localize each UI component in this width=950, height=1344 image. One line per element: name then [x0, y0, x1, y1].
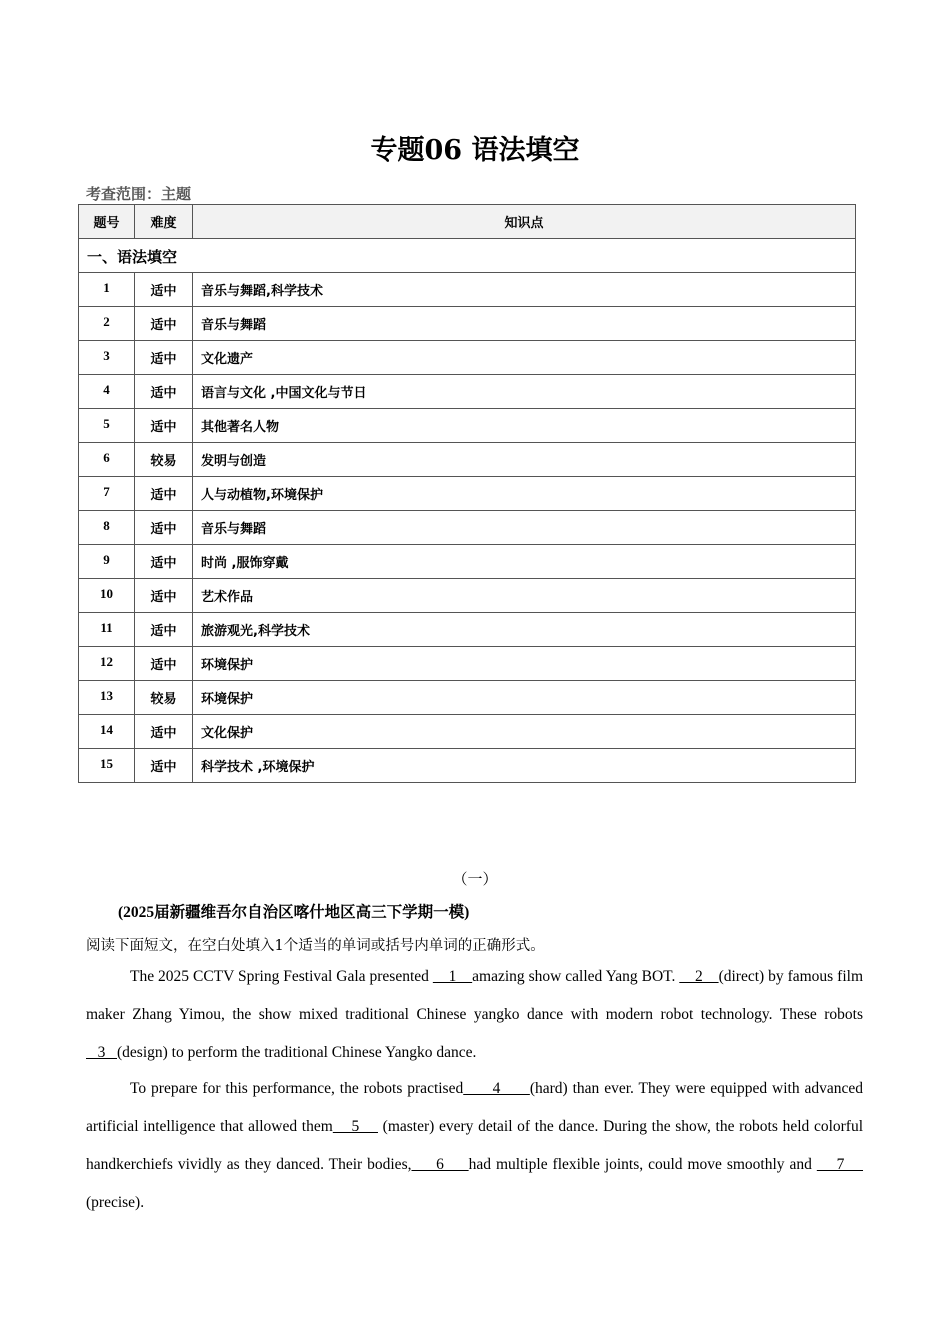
- row-number: 15: [79, 749, 135, 783]
- table-section-row: [79, 239, 856, 273]
- table-row: [79, 511, 856, 545]
- row-difficulty: 适中: [135, 613, 193, 647]
- row-number: 1: [79, 273, 135, 307]
- row-topic: 音乐与舞蹈,科学技术: [193, 273, 856, 307]
- row-topic: 其他著名人物: [193, 409, 856, 443]
- table-row: [79, 477, 856, 511]
- row-number: 4: [79, 375, 135, 409]
- passage-text: (hard) than ever. They were equipped with advanced artificial intelligence that allowed them: [86, 1080, 863, 1135]
- row-difficulty: 适中: [135, 715, 193, 749]
- row-number: 13: [79, 681, 135, 715]
- row-number: 7: [79, 477, 135, 511]
- row-number: 14: [79, 715, 135, 749]
- row-number: 5: [79, 409, 135, 443]
- row-topic: 音乐与舞蹈: [193, 307, 856, 341]
- blank-4: 4: [463, 1080, 530, 1097]
- table-row: [79, 409, 856, 443]
- row-topic: 艺术作品: [193, 579, 856, 613]
- table-row: [79, 647, 856, 681]
- row-difficulty: 适中: [135, 749, 193, 783]
- row-topic: 科学技术 ,环境保护: [193, 749, 856, 783]
- passage-text: To prepare for this performance, the robots practised: [130, 1080, 464, 1097]
- row-topic: 文化保护: [193, 715, 856, 749]
- row-topic: 时尚 ,服饰穿戴: [193, 545, 856, 579]
- row-topic: 环境保护: [193, 647, 856, 681]
- table-row: [79, 375, 856, 409]
- passage-paragraph-2: [86, 1070, 863, 1222]
- row-difficulty: 适中: [135, 375, 193, 409]
- table-row: [79, 443, 856, 477]
- page-title: 专题06 语法填空: [370, 135, 580, 166]
- row-topic: 旅游观光,科学技术: [193, 613, 856, 647]
- passage-text: (design) to perform the traditional Chinese Yangko dance.: [117, 1044, 477, 1061]
- row-difficulty: 较易: [135, 681, 193, 715]
- header-number: 题号: [79, 205, 135, 239]
- passage-part-heading: （一）: [452, 872, 498, 888]
- table-row: [79, 545, 856, 579]
- blank-3: 3: [86, 1044, 117, 1061]
- blank-2: 2: [679, 968, 719, 985]
- header-topic: 知识点: [193, 205, 856, 239]
- row-difficulty: 较易: [135, 443, 193, 477]
- row-number: 6: [79, 443, 135, 477]
- scope-label: 考查范围：主题: [86, 185, 192, 203]
- table-row: [79, 307, 856, 341]
- row-number: 8: [79, 511, 135, 545]
- blank-7: 7: [816, 1156, 864, 1173]
- table-row: [79, 613, 856, 647]
- row-number: 10: [79, 579, 135, 613]
- table-row: [79, 341, 856, 375]
- table-row: [79, 273, 856, 307]
- row-topic: 音乐与舞蹈: [193, 511, 856, 545]
- row-difficulty: 适中: [135, 409, 193, 443]
- row-number: 3: [79, 341, 135, 375]
- passage-text: amazing show called Yang BOT.: [472, 968, 680, 985]
- row-difficulty: 适中: [135, 273, 193, 307]
- row-number: 9: [79, 545, 135, 579]
- row-topic: 人与动植物,环境保护: [193, 477, 856, 511]
- row-difficulty: 适中: [135, 647, 193, 681]
- row-difficulty: 适中: [135, 511, 193, 545]
- table-row: [79, 749, 856, 783]
- row-topic: 环境保护: [193, 681, 856, 715]
- row-topic: 语言与文化 ,中国文化与节日: [193, 375, 856, 409]
- header-difficulty: 难度: [135, 205, 193, 239]
- row-topic: 发明与创造: [193, 443, 856, 477]
- passage-text: had multiple flexible joints, could move smoothly and: [468, 1156, 817, 1173]
- passage-text: The 2025 CCTV Spring Festival Gala presented: [130, 968, 433, 985]
- blank-6: 6: [411, 1156, 469, 1173]
- row-difficulty: 适中: [135, 477, 193, 511]
- table-row: [79, 681, 856, 715]
- row-difficulty: 适中: [135, 307, 193, 341]
- blank-1: 1: [432, 968, 473, 985]
- passage-paragraph-1: [86, 958, 863, 1072]
- row-difficulty: 适中: [135, 579, 193, 613]
- row-number: 2: [79, 307, 135, 341]
- table-row: [79, 715, 856, 749]
- passage-source: (2025届新疆维吾尔自治区喀什地区高三下学期一模): [118, 904, 470, 921]
- passage-text: (direct) by famous film maker Zhang Yimou, the show mixed traditional Chinese yangko dance with modern robot technology. These robots: [86, 968, 863, 1023]
- row-number: 12: [79, 647, 135, 681]
- passage-text: (master) every detail of the dance. During the show, the robots held colorful handkerchiefs vividly as they danced. Their bodies,: [86, 1118, 864, 1173]
- section-label: 一、语法填空: [79, 239, 856, 273]
- knowledge-table: [78, 204, 856, 783]
- row-topic: 文化遗产: [193, 341, 856, 375]
- row-number: 11: [79, 613, 135, 647]
- table-row: [79, 579, 856, 613]
- row-difficulty: 适中: [135, 545, 193, 579]
- table-header-row: [79, 205, 856, 239]
- passage-text: (precise).: [86, 1194, 145, 1211]
- blank-5: 5: [332, 1118, 378, 1135]
- row-difficulty: 适中: [135, 341, 193, 375]
- passage-instruction: 阅读下面短文，在空白处填入1个适当的单词或括号内单词的正确形式。: [86, 938, 545, 954]
